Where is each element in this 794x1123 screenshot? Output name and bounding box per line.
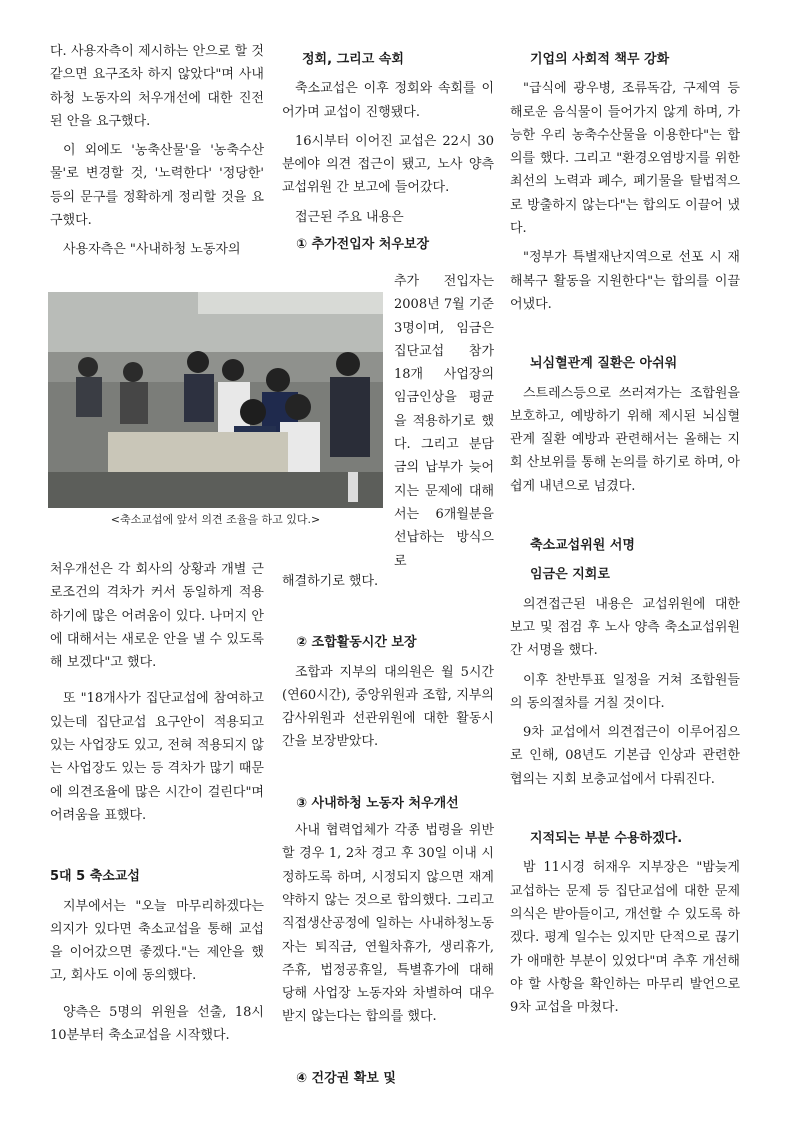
paragraph: "급식에 광우병, 조류독감, 구제역 등 해로운 음식물이 들어가지 않게 하며, 가능한 우리 농축수산물을 이용한다"는 합의를 했다. 그리고 "환경오염방지를 위한 최선의 노력과 폐수, 폐기물을 탈법적으로 방출하지 않는다"는 합의도 이끌어 냈다. (510, 81, 740, 237)
section-heading: 기업의 사회적 책무 강화 (530, 52, 670, 67)
photo-caption: <축소교섭에 앞서 의견 조율을 하고 있다.> (110, 513, 321, 526)
paragraph: 밤 11시경 허재우 지부장은 "밤늦게 교섭하는 문제 등 집단교섭에 대한 문제의식은 받아들이고, 개선할 수 있도록 하겠다. 평계 일수는 있지만 단적으로 끊기가 애매한 부분이 있었다"며 추후 개선해야 할 사항을 확인하는 마무리 발언으로 9차 교섭을 마쳤다. (510, 860, 740, 1016)
meeting-photo (48, 292, 383, 508)
paragraph: 해결하기로 했다. (282, 574, 379, 589)
item-1-text: 추가 전입자는 2008년 7월 기준 3명이며, 임금은 집단교섭 참가 18개 사업장의 임금인상을 평균을 적용하기로 했다. 그리고 분담금의 납부가 늦어지는 문제에 대해서는 6개월분을 선납하는 방식으로 (394, 274, 494, 569)
paragraph: 이 외에도 '농축산물'을 '농축수산물'로 변경할 것, '노력한다' '정당한' 등의 문구를 정확하게 정리할 것을 요구했다. (50, 143, 264, 229)
paragraph: 또 "18개사가 집단교섭에 참여하고 있는데 집단교섭 요구안이 적용되고 있는 사업장도 있고, 전혀 적용되지 않는 사업장도 있는 등 격차가 많기 때문에 의견조율에 많은 시간이 걸린다"며 어려움을 표했다. (50, 691, 264, 823)
section-heading: 뇌심혈관계 질환은 아쉬워 (530, 356, 678, 372)
paragraph: 스트레스등으로 쓰러져가는 조합원을 보호하고, 예방하기 위해 제시된 뇌심혈관계 질환 예방과 관련해서는 올해는 지회 산보위를 통해 논의를 하기로 하며, 아쉽게 내년으로 넘겼다. (510, 385, 740, 494)
paragraph: 9차 교섭에서 의견접근이 이루어짐으로 인해, 08년도 기본급 인상과 관련한 협의는 지회 보충교섭에서 다뤄진다. (510, 725, 740, 787)
item-heading: ④ 건강권 확보 및 (296, 1070, 396, 1086)
section-heading: 정회, 그리고 속회 (302, 52, 404, 67)
paragraph: 지부에서는 "오늘 마무리하겠다는 의지가 있다면 축소교섭을 통해 교섭을 이어갔으면 좋겠다."는 제안을 했고, 회사도 이에 동의했다. (50, 898, 264, 984)
section-heading: 5대 5 축소교섭 (50, 869, 140, 885)
item-heading: ① 추가전입자 처우보장 (296, 237, 430, 253)
paragraph: "정부가 특별재난지역으로 선포 시 재해복구 활동을 지원한다"는 합의를 이끌어냈다. (510, 250, 740, 312)
meeting-photo-illustration (48, 292, 383, 508)
item-heading: ② 조합활동시간 보장 (296, 635, 417, 651)
paragraph: 사내 협력업체가 각종 법령을 위반할 경우 1, 2차 경고 후 30일 이내 시정하도록 하며, 시정되지 않으면 재계약하지 않는 것으로 합의했다. 그리고 직접생산공정에 일하는 사내하청노동자는 퇴직금, 연월차휴가, 생리휴가, 주휴, 법정공휴일, 특별휴가에 대해 당해 사업장 노동자와 차별하여 대우받지 않는다는 합의를 했다. (282, 823, 494, 1025)
column-2 (282, 48, 494, 256)
column-3 (510, 48, 740, 1019)
paragraph: 축소교섭은 이후 정회와 속회를 이어가며 교섭이 진행됐다. (282, 81, 494, 120)
item-heading: ③ 사내하청 노동자 처우개선 (296, 795, 459, 811)
paragraph: 의견접근된 내용은 교섭위원에 대한 보고 및 점검 후 노사 양측 축소교섭위원 간 서명을 했다. (510, 596, 740, 659)
column-1 (50, 40, 264, 262)
section-heading: 축소교섭위원 서명 (530, 538, 635, 554)
section-heading: 지적되는 부분 수용하겠다. (530, 831, 683, 847)
paragraph: 이후 찬반투표 일정을 거쳐 조합원들의 동의절차를 거칠 것이다. (510, 672, 740, 711)
paragraph: 접근된 주요 내용은 (295, 209, 404, 225)
paragraph: 사용자측은 "사내하청 노동자의 (63, 242, 241, 258)
paragraph: 16시부터 이어진 교섭은 22시 30분에야 의견 접근이 됐고, 노사 양측 교섭위원 간 보고에 들어갔다. (282, 133, 494, 196)
paragraph: 조합과 지부의 대의원은 월 5시간(연60시간), 중앙위원과 조합, 지부의 감사위원과 선관위원에 대한 활동시간을 보장받았다. (282, 664, 494, 750)
paragraph: 양측은 5명의 위원을 선출, 18시 10분부터 축소교섭을 시작했다. (50, 1004, 264, 1044)
column-1-bottom (50, 545, 264, 1060)
column-2-bottom (282, 557, 494, 1090)
paragraph: 처우개선은 각 회사의 상황과 개별 근로조건의 격차가 커서 동일하게 적용하기에 많은 어려움이 있다. 나머지 안에 대해서는 새로운 안을 낼 수 있도록 해 보겠다"고 했다. (50, 562, 264, 671)
paragraph: 다. 사용자측이 제시하는 안으로 할 것 같으면 요구조차 하지 않았다"며 사내하청 노동자의 처우개선에 대한 진전된 안을 요구했다. (50, 44, 264, 129)
section-heading: 임금은 지회로 (530, 567, 610, 583)
